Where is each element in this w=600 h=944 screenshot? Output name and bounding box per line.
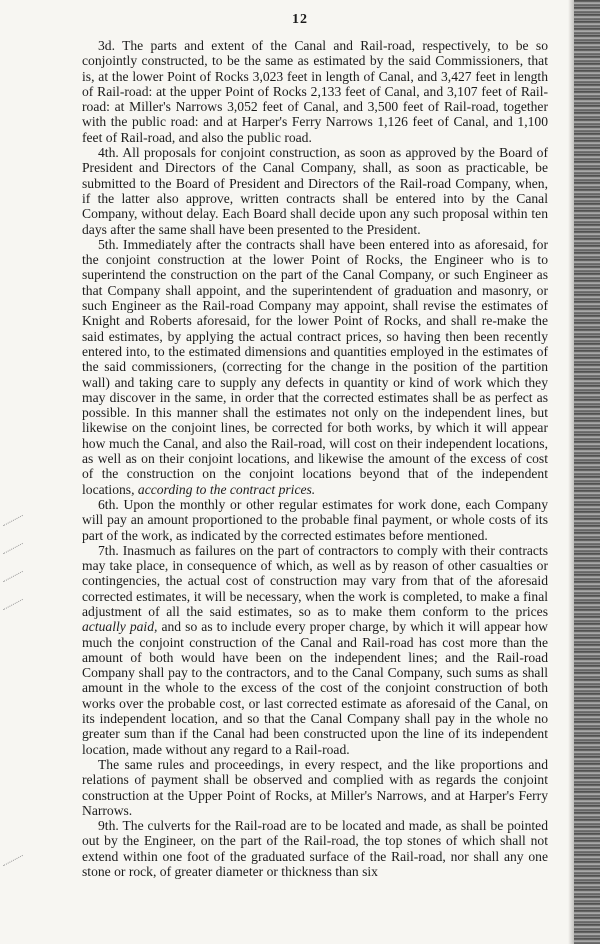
book-binding-edge (574, 0, 600, 944)
paragraph-5th: 5th. Immediately after the contracts shall have been entered into as aforesaid, for the conjoint construction at the lower Point of Rocks, the Engineer who is to superintend the construction on the part of the Canal Company, or such Engineer as that Company shall appoint, and the superintendent of graduation and masonry, or such Engineer as the Rail-road Company may appoint, shall revise the estimates of Knight and Roberts aforesaid, for the lower Point of Rocks, and shall re-make the said estimates, by applying the actual contract prices, so having then been recently entered into, to the estimated dimensions and quantities employed in the estimates of the said commissioners, (correcting for the change in the position of the partition wall) and taking care to supply any defects in quantity or kind of work which they may discover in the same, in order that the corrected estimates shall be as perfect as possible. In this manner shall the estimates not only on the independent lines, but likewise on the conjoint lines, be corrected for both works, by which it will appear how much the Canal, and also the Rail-road, will cost on their independent locations, as well as on their conjoint locations, and likewise the amount of the excess of cost of the construction on the conjoint locations beyond that of the independent locations, according to the contract prices. (82, 236, 548, 497)
paragraph-4th: 4th. All proposals for conjoint construction, as soon as approved by the Board of President and Directors of the Canal Company, shall, as soon as practicable, be submitted to the Board of President and Directors of the Rail-road Company, when, if the latter also approve, written contracts shall be entered into by the Canal Company, without delay. Each Board shall decide upon any such proposal within ten days after the same shall have been presented to the President. (82, 145, 548, 237)
paragraph-3d: 3d. The parts and extent of the Canal and Rail-road, respectively, to be so conjointly constructed, to be the same as estimated by the said Commissioners, that is, at the lower Point of Rocks 3,023 feet in length of Canal, and 3,427 feet in length of Rail-road: at the upper Point of Rocks 2,133 feet of Canal, and 3,107 feet of Rail-road: at Miller's Narrows 3,052 feet of Canal, and 3,500 feet of Rail-road, together with the public road: and at Harper's Ferry Narrows 1,126 feet of Canal, and 1,100 feet of Rail-road, and also the public road. (82, 38, 548, 145)
emphasis-contract-prices: according to the contract prices. (137, 481, 316, 497)
margin-pencil-marks (0, 0, 30, 944)
paragraph-6th: 6th. Upon the monthly or other regular estimates for work done, each Company will pay an amount proportioned to the probable final payment, or whole costs of its part of the work, as indicated by the corrected estimates before mentioned. (82, 496, 548, 543)
paragraph-7th: 7th. Inasmuch as failures on the part of contractors to comply with their contracts may take place, in consequence of which, as well as by reason of other casualties or contingencies, the actual cost of construction may vary from that of the aforesaid corrected estimates, it will be necessary, when the work is completed, to make a final adjustment of all the said estimates, so as to make them conform to the prices actually paid, and so as to include every proper charge, by which it will appear how much the conjoint construction of the Canal and Rail-road has cost more than the amount of both would have been on the independent lines; and the Rail-road Company shall pay to the contractors, and to the Canal Company, such sums as shall amount in the whole to the excess of the cost of the conjoint construction of both works over the probable cost, or last corrected estimate as aforesaid of the Canal, on its independent location, and so that the Canal Company shall pay in the whole no greater sum than if the Canal had been constructed upon the line of its independent location, made without any regard to a Rail-road. (82, 542, 548, 757)
paragraph-9th: 9th. The culverts for the Rail-road are to be located and made, as shall be pointed out by the Engineer, on the part of the Rail-road, the top stones of which shall not extend within one foot of the graduated surface of the Rail-road, nor shall any one stone or rock, of greater diameter or thickness than six (82, 818, 548, 880)
document-body (82, 38, 548, 879)
page-number: 12 (292, 12, 308, 27)
emphasis-actually-paid: actually paid, (82, 619, 158, 635)
paragraph-same-rules: The same rules and proceedings, in every respect, and the like proportions and relations of payment shall be observed and complied with as regards the conjoint construction at the Upper Point of Rocks, at Miller's Narrows, and at Harper's Ferry Narrows. (82, 756, 548, 818)
